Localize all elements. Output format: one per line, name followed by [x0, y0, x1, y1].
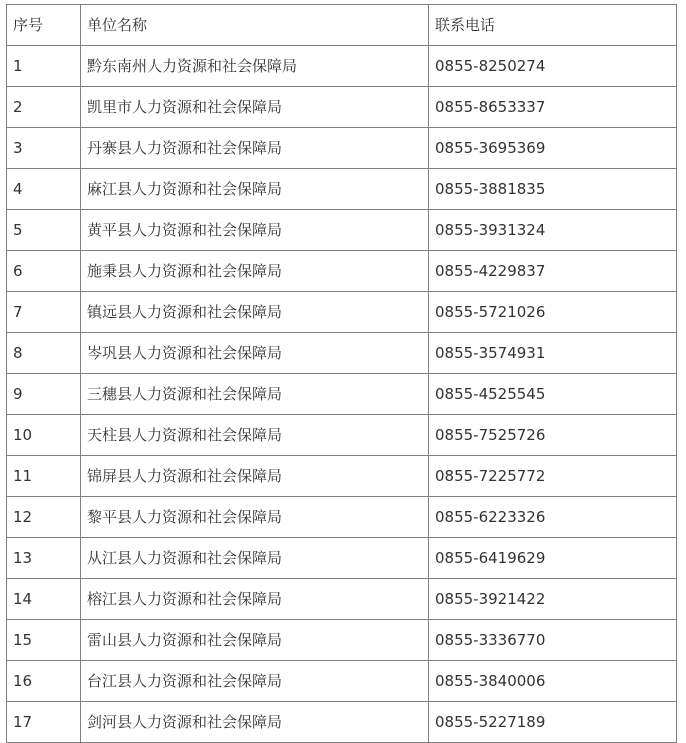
row-index: 11 [7, 456, 81, 497]
table-row [7, 702, 677, 743]
contact-table-body [7, 5, 677, 743]
row-phone: 0855-5721026 [429, 292, 677, 333]
row-index: 14 [7, 579, 81, 620]
row-index: 8 [7, 333, 81, 374]
table-row [7, 620, 677, 661]
contact-table [6, 4, 677, 743]
row-unit-name: 岑巩县人力资源和社会保障局 [81, 333, 429, 374]
row-unit-name: 黄平县人力资源和社会保障局 [81, 210, 429, 251]
table-row [7, 251, 677, 292]
row-phone: 0855-3840006 [429, 661, 677, 702]
row-unit-name: 镇远县人力资源和社会保障局 [81, 292, 429, 333]
row-index: 7 [7, 292, 81, 333]
row-phone: 0855-4525545 [429, 374, 677, 415]
table-header-row [7, 5, 677, 46]
table-row [7, 169, 677, 210]
row-unit-name: 施秉县人力资源和社会保障局 [81, 251, 429, 292]
table-row [7, 87, 677, 128]
row-index: 4 [7, 169, 81, 210]
row-phone: 0855-6223326 [429, 497, 677, 538]
row-unit-name: 雷山县人力资源和社会保障局 [81, 620, 429, 661]
row-unit-name: 三穗县人力资源和社会保障局 [81, 374, 429, 415]
row-index: 17 [7, 702, 81, 743]
table-row [7, 374, 677, 415]
table-row [7, 538, 677, 579]
row-phone: 0855-3881835 [429, 169, 677, 210]
table-row [7, 661, 677, 702]
table-row [7, 292, 677, 333]
row-index: 16 [7, 661, 81, 702]
row-index: 12 [7, 497, 81, 538]
row-unit-name: 锦屏县人力资源和社会保障局 [81, 456, 429, 497]
row-unit-name: 从江县人力资源和社会保障局 [81, 538, 429, 579]
row-unit-name: 榕江县人力资源和社会保障局 [81, 579, 429, 620]
row-phone: 0855-8250274 [429, 46, 677, 87]
table-row [7, 128, 677, 169]
table-row [7, 333, 677, 374]
row-phone: 0855-3921422 [429, 579, 677, 620]
header-phone: 联系电话 [429, 5, 677, 46]
row-index: 15 [7, 620, 81, 661]
row-unit-name: 凯里市人力资源和社会保障局 [81, 87, 429, 128]
header-index: 序号 [7, 5, 81, 46]
row-unit-name: 台江县人力资源和社会保障局 [81, 661, 429, 702]
row-phone: 0855-7225772 [429, 456, 677, 497]
row-unit-name: 黔东南州人力资源和社会保障局 [81, 46, 429, 87]
row-index: 9 [7, 374, 81, 415]
row-phone: 0855-8653337 [429, 87, 677, 128]
table-row [7, 497, 677, 538]
row-phone: 0855-3574931 [429, 333, 677, 374]
row-phone: 0855-5227189 [429, 702, 677, 743]
row-unit-name: 天柱县人力资源和社会保障局 [81, 415, 429, 456]
row-phone: 0855-3336770 [429, 620, 677, 661]
row-phone: 0855-4229837 [429, 251, 677, 292]
table-row [7, 456, 677, 497]
table-row [7, 46, 677, 87]
row-phone: 0855-3695369 [429, 128, 677, 169]
row-index: 10 [7, 415, 81, 456]
row-unit-name: 丹寨县人力资源和社会保障局 [81, 128, 429, 169]
row-index: 1 [7, 46, 81, 87]
row-unit-name: 麻江县人力资源和社会保障局 [81, 169, 429, 210]
row-unit-name: 剑河县人力资源和社会保障局 [81, 702, 429, 743]
row-index: 13 [7, 538, 81, 579]
table-row [7, 579, 677, 620]
row-index: 6 [7, 251, 81, 292]
table-row [7, 210, 677, 251]
row-unit-name: 黎平县人力资源和社会保障局 [81, 497, 429, 538]
row-index: 5 [7, 210, 81, 251]
table-row [7, 415, 677, 456]
row-phone: 0855-3931324 [429, 210, 677, 251]
row-phone: 0855-7525726 [429, 415, 677, 456]
row-index: 2 [7, 87, 81, 128]
header-unit-name: 单位名称 [81, 5, 429, 46]
row-phone: 0855-6419629 [429, 538, 677, 579]
row-index: 3 [7, 128, 81, 169]
